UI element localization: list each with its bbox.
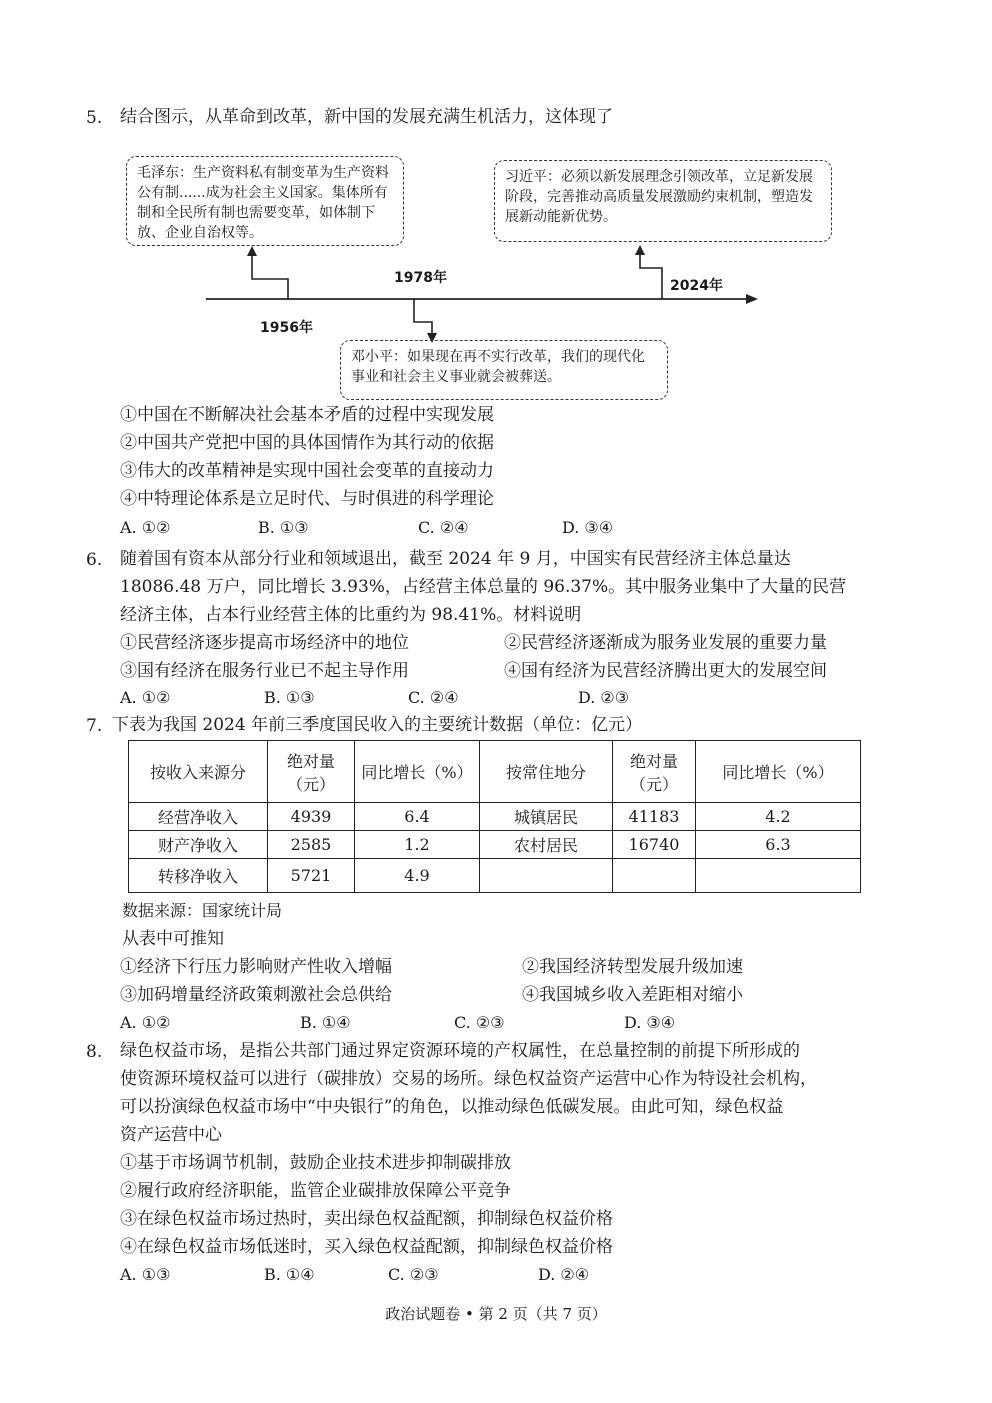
q8-item-2: ②履行政府经济职能，监管企业碳排放保障公平竞争 (120, 1181, 511, 1201)
q8-item-3: ③在绿色权益市场过热时，卖出绿色权益配额，抑制绿色权益价格 (120, 1209, 613, 1229)
q6-item-2: ②民营经济逐渐成为服务业发展的重要力量 (504, 633, 827, 653)
q7-stem: 下表为我国 2024 年前三季度国民收入的主要统计数据（单位：亿元） (112, 715, 643, 735)
q7-item-1: ①经济下行压力影响财产性收入增幅 (120, 957, 392, 977)
q7-option-a[interactable]: A. ①② (120, 1013, 171, 1032)
table-cell (696, 859, 861, 893)
q7-item-4: ④我国城乡收入差距相对缩小 (522, 985, 743, 1005)
question-8-number: 8. (86, 1042, 103, 1062)
page-footer: 政治试题卷 • 第 2 页（共 7 页） (385, 1305, 607, 1323)
table-cell: 6.3 (696, 831, 861, 859)
q6-option-b[interactable]: B. ①③ (264, 688, 315, 707)
q6-stem-line-3: 经济主体，占本行业经营主体的比重约为 98.41%。材料说明 (120, 605, 582, 625)
mao-quote-box (126, 156, 404, 246)
table-cell (613, 859, 696, 893)
q7-option-b[interactable]: B. ①④ (300, 1013, 351, 1032)
q8-stem-line-1: 绿色权益市场，是指公共部门通过界定资源环境的产权属性，在总量控制的前提下所形成的 (120, 1041, 800, 1061)
q8-stem-line-2: 使资源环境权益可以进行（碳排放）交易的场所。绿色权益资产运营中心作为特设社会机构， (120, 1069, 817, 1089)
q5-option-a[interactable]: A. ①② (120, 518, 171, 537)
q8-stem-line-3: 可以扮演绿色权益市场中“中央银行”的角色，以推动绿色低碳发展。由此可知，绿色权益 (120, 1097, 784, 1117)
deng-quote-box (340, 340, 668, 400)
q5-item-3: ③伟大的改革精神是实现中国社会变革的直接动力 (120, 461, 494, 481)
question-7-number: 7. (86, 716, 103, 736)
table-cell: 1.2 (355, 831, 480, 859)
q6-stem-line-2: 18086.48 万户，同比增长 3.93%，占经营主体总量的 96.37%。其中服务业集中了大量的民营 (120, 577, 847, 597)
q7-option-d[interactable]: D. ③④ (624, 1013, 676, 1032)
q7-item-2: ②我国经济转型发展升级加速 (522, 957, 743, 977)
table-row (129, 803, 861, 831)
table-cell (480, 859, 613, 893)
table-cell: 转移净收入 (129, 859, 268, 893)
q6-option-c[interactable]: C. ②④ (408, 688, 459, 707)
table-header-cell: 按收入来源分 (129, 741, 268, 803)
q5-option-d[interactable]: D. ③④ (562, 518, 614, 537)
table-cell: 6.4 (355, 803, 480, 831)
q5-item-2: ②中国共产党把中国的具体国情作为其行动的依据 (120, 433, 494, 453)
table-cell: 农村居民 (480, 831, 613, 859)
table-cell: 41183 (613, 803, 696, 831)
q5-option-c[interactable]: C. ②④ (418, 518, 469, 537)
year-1978: 1978年 (394, 270, 447, 286)
table-header-cell: 绝对量（元） (268, 741, 355, 803)
q6-option-d[interactable]: D. ②③ (578, 688, 630, 707)
q8-item-4: ④在绿色权益市场低迷时，买入绿色权益配额，抑制绿色权益价格 (120, 1237, 613, 1257)
table-cell: 城镇居民 (480, 803, 613, 831)
q7-source: 数据来源：国家统计局 (122, 901, 283, 920)
q6-option-a[interactable]: A. ①② (120, 688, 171, 707)
year-1956: 1956年 (260, 320, 313, 336)
table-header-cell: 按常住地分 (480, 741, 613, 803)
table-cell: 2585 (268, 831, 355, 859)
q8-option-a[interactable]: A. ①③ (120, 1265, 171, 1284)
table-cell: 4.2 (696, 803, 861, 831)
question-5-number: 5. (86, 108, 103, 128)
q7-item-3: ③加码增量经济政策刺激社会总供给 (120, 985, 392, 1005)
q6-item-3: ③国有经济在服务行业已不起主导作用 (120, 661, 409, 681)
q6-item-4: ④国有经济为民营经济腾出更大的发展空间 (504, 661, 827, 681)
q5-item-1: ①中国在不断解决社会基本矛盾的过程中实现发展 (120, 405, 494, 425)
question-6-number: 6. (86, 550, 103, 570)
question-5-stem: 结合图示，从革命到改革，新中国的发展充满生机活力，这体现了 (120, 107, 613, 127)
q6-item-1: ①民营经济逐步提高市场经济中的地位 (120, 633, 409, 653)
q5-option-b[interactable]: B. ①③ (258, 518, 309, 537)
table-cell: 经营净收入 (129, 803, 268, 831)
q8-stem-line-4: 资产运营中心 (120, 1125, 222, 1145)
q8-option-b[interactable]: B. ①④ (264, 1265, 315, 1284)
table-cell: 16740 (613, 831, 696, 859)
table-cell: 5721 (268, 859, 355, 893)
table-header-cell: 绝对量（元） (613, 741, 696, 803)
q7-lead: 从表中可推知 (122, 929, 224, 949)
q8-item-1: ①基于市场调节机制，鼓励企业技术进步抑制碳排放 (120, 1153, 511, 1173)
table-cell: 4.9 (355, 859, 480, 893)
table-cell: 财产净收入 (129, 831, 268, 859)
q5-item-4: ④中特理论体系是立足时代、与时俱进的科学理论 (120, 489, 494, 509)
table-row (129, 831, 861, 859)
table-cell: 4939 (268, 803, 355, 831)
deng-quote-text: 邓小平：如果现在再不实行改革，我们的现代化事业和社会主义事业就会被葬送。 (351, 349, 645, 385)
q8-option-d[interactable]: D. ②④ (538, 1265, 590, 1284)
q7-option-c[interactable]: C. ②③ (454, 1013, 505, 1032)
mao-quote-text: 毛泽东：生产资料私有制变革为生产资料公有制......成为社会主义国家。集体所有制和全民所有制也需要变革，如体制下放、企业自治权等。 (137, 165, 389, 241)
table-header-cell: 同比增长（%） (696, 741, 861, 803)
year-2024: 2024年 (670, 278, 723, 294)
q6-stem-line-1: 随着国有资本从部分行业和领域退出，截至 2024 年 9 月，中国实有民营经济主体总量达 (120, 549, 791, 569)
table-header-cell: 同比增长（%） (355, 741, 480, 803)
table-row (129, 859, 861, 893)
income-table (128, 740, 861, 893)
xi-quote-box (494, 160, 832, 242)
xi-quote-text: 习近平：必须以新发展理念引领改革，立足新发展阶段，完善推动高质量发展激励约束机制，塑造发展新动能新优势。 (505, 169, 813, 225)
q8-option-c[interactable]: C. ②③ (388, 1265, 439, 1284)
